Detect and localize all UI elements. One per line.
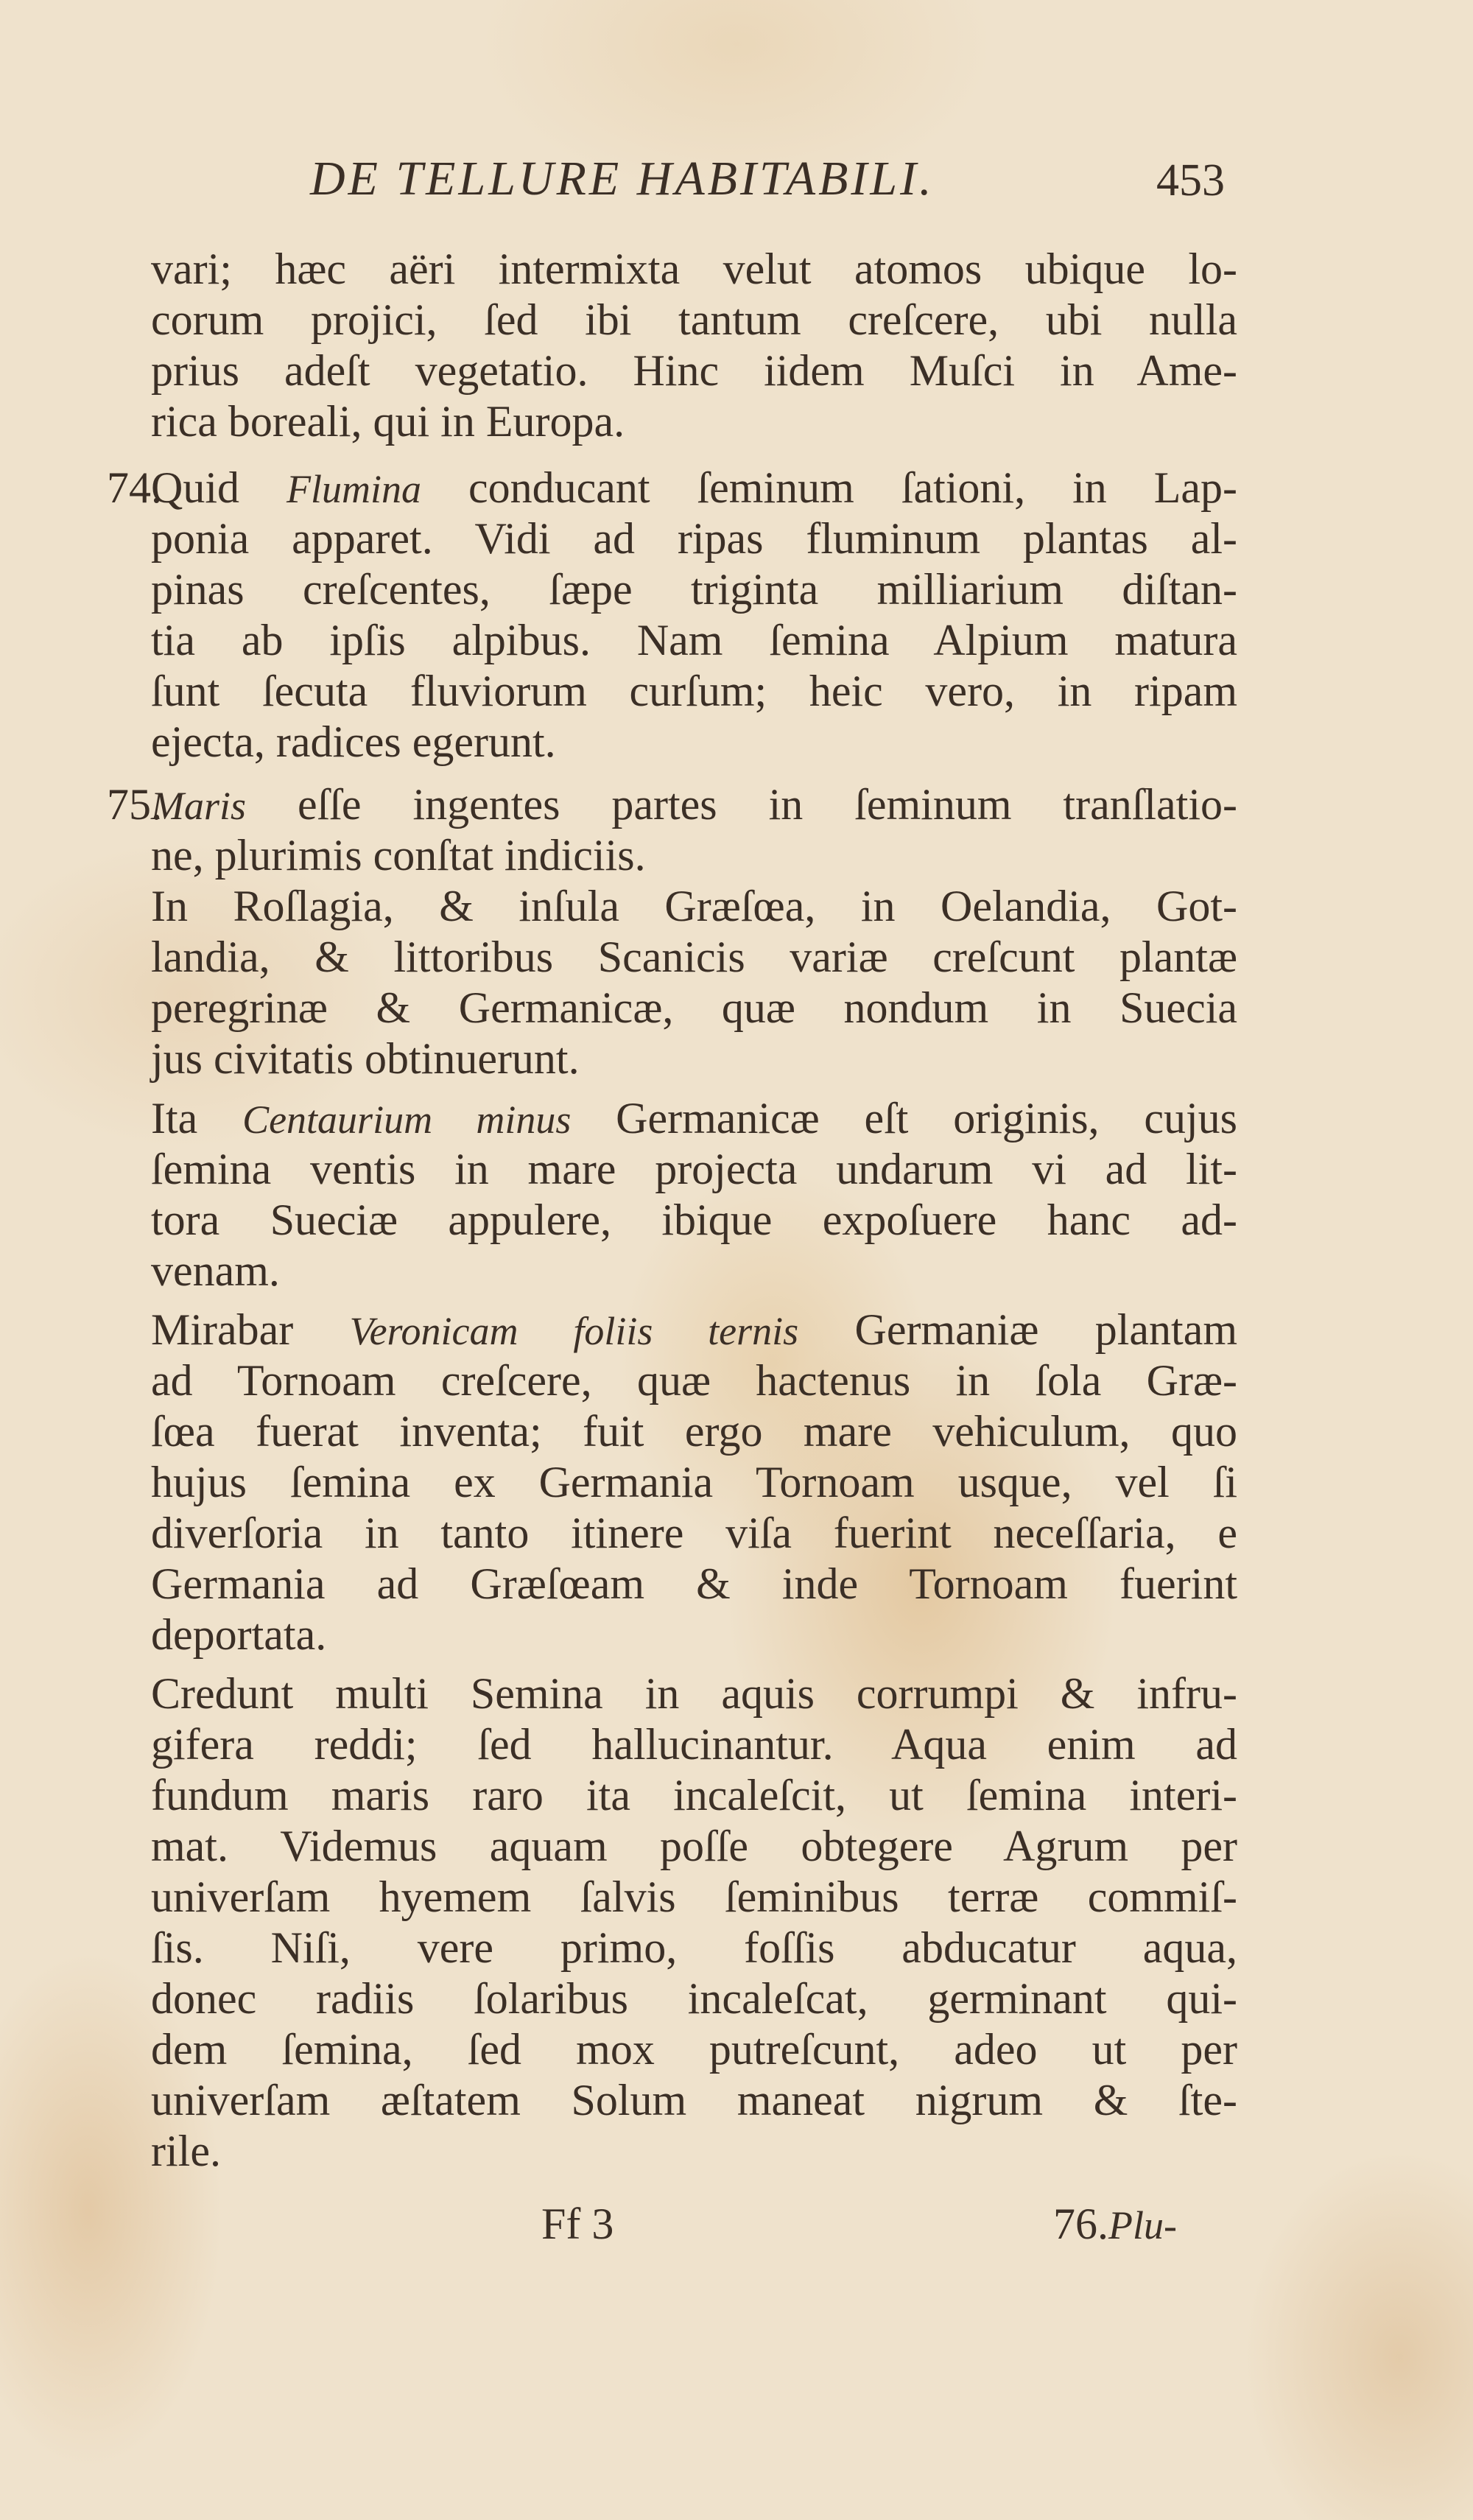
text-line xyxy=(151,615,1237,666)
paragraph xyxy=(151,1305,1237,1660)
signature-mark: Ff 3 xyxy=(541,2200,614,2248)
text-run: pinas creſcentes, ſæpe triginta milliarium diſtan- xyxy=(151,565,1237,614)
text-run: deportata. xyxy=(151,1610,327,1659)
text-run: hujus ſemina ex Germania Tornoam usque, vel ſi xyxy=(151,1458,1237,1506)
text-line xyxy=(151,1872,1237,1923)
text-run: diverſoria in tanto itinere viſa fuerint neceſſaria, e xyxy=(151,1509,1237,1557)
text-run: rica boreali, qui in Europa. xyxy=(151,397,625,446)
text-line xyxy=(151,1457,1237,1508)
text-run: Germaniæ plantam xyxy=(798,1305,1237,1354)
page-body-text xyxy=(107,244,1237,2177)
italic-term: Centaurium minus xyxy=(242,1098,572,1142)
text-line xyxy=(151,1246,1237,1296)
text-line xyxy=(151,1973,1237,2024)
text-line xyxy=(151,2126,1237,2177)
text-run: ſœa fuerat inventa; fuit ergo mare vehiculum, quo xyxy=(151,1407,1237,1456)
text-line xyxy=(151,1406,1237,1457)
text-run: ejecta, radices egerunt. xyxy=(151,717,556,766)
text-run: eſſe ingentes partes in ſeminum tranſlatio- xyxy=(246,780,1237,829)
text-line xyxy=(151,1093,1237,1144)
text-run: donec radiis ſolaribus incaleſcat, germinant qui- xyxy=(151,1974,1237,2023)
text-line xyxy=(151,932,1237,983)
catchword xyxy=(1053,2199,1177,2250)
text-line xyxy=(107,779,1237,830)
italic-term: Maris xyxy=(151,784,247,828)
text-line xyxy=(151,1770,1237,1821)
section-number: 75. xyxy=(107,780,162,829)
text-run: Ita xyxy=(151,1094,243,1143)
text-run: ne, plurimis conſtat indiciis. xyxy=(151,831,646,880)
text-line xyxy=(151,1305,1237,1355)
text-line xyxy=(151,1610,1237,1660)
text-run: fundum maris raro ita incaleſcit, ut ſemina interi- xyxy=(151,1771,1237,1819)
text-line xyxy=(151,1033,1237,1084)
text-run: Credunt multi Semina in aquis corrumpi & infru- xyxy=(151,1669,1237,1718)
text-run: peregrinæ & Germanicæ, quæ nondum in Suecia xyxy=(151,983,1237,1032)
text-run: In Roſlagia, & inſula Græſœa, in Oelandia, Got- xyxy=(151,882,1237,930)
paragraph xyxy=(151,1668,1237,2177)
text-line xyxy=(151,717,1237,768)
text-line xyxy=(151,983,1237,1033)
text-run: ponia apparet. Vidi ad ripas fluminum plantas al- xyxy=(151,514,1237,563)
text-line xyxy=(151,513,1237,564)
text-run: jus civitatis obtinuerunt. xyxy=(151,1034,580,1083)
text-line xyxy=(151,2075,1237,2126)
paragraph xyxy=(151,1093,1237,1296)
text-run: ſunt ſecuta fluviorum curſum; heic vero, in ripam xyxy=(151,667,1237,715)
text-line xyxy=(151,396,1237,447)
text-run: mat. Videmus aquam poſſe obtegere Agrum per xyxy=(151,1822,1237,1870)
text-line xyxy=(151,1668,1237,1719)
text-run: venam. xyxy=(151,1246,280,1295)
paragraph xyxy=(107,463,1237,768)
text-run: ad Tornoam creſcere, quæ hactenus in ſola Græ- xyxy=(151,1356,1237,1405)
text-line xyxy=(151,881,1237,932)
text-line xyxy=(151,244,1237,295)
text-line xyxy=(151,1355,1237,1406)
catchword-number: 76. xyxy=(1053,2200,1108,2248)
paragraph xyxy=(151,244,1237,447)
text-line xyxy=(151,564,1237,615)
text-line xyxy=(151,1144,1237,1195)
italic-term: Veronicam foliis ternis xyxy=(349,1309,799,1353)
text-line xyxy=(151,345,1237,396)
page-number: 453 xyxy=(1156,155,1225,206)
text-run: dem ſemina, ſed mox putreſcunt, adeo ut per xyxy=(151,2025,1237,2074)
text-run: gifera reddi; ſed hallucinantur. Aqua enim ad xyxy=(151,1720,1237,1769)
text-run: Germania ad Græſœam & inde Tornoam fuerint xyxy=(151,1559,1237,1608)
text-run: landia, & littoribus Scanicis variæ creſcunt plantæ xyxy=(151,933,1237,981)
text-line xyxy=(107,463,1237,513)
section-number: 74. xyxy=(107,463,162,512)
text-line xyxy=(151,1508,1237,1559)
text-run: tia ab ipſis alpibus. Nam ſemina Alpium matura xyxy=(151,616,1237,664)
text-line xyxy=(151,2024,1237,2075)
text-run: ſemina ventis in mare projecta undarum vi ad lit- xyxy=(151,1145,1237,1193)
text-line xyxy=(151,1195,1237,1246)
text-line xyxy=(151,295,1237,345)
italic-term: Flumina xyxy=(286,467,421,511)
text-run: conducant ſeminum ſationi, in Lap- xyxy=(421,463,1237,512)
text-run: univerſam hyemem ſalvis ſeminibus terræ commiſ- xyxy=(151,1873,1237,1921)
text-line xyxy=(151,830,1237,881)
text-line xyxy=(151,1923,1237,1973)
paragraph xyxy=(151,881,1237,1084)
text-run: prius adeſt vegetatio. Hinc iidem Muſci in Ame- xyxy=(151,346,1237,395)
text-run: rile. xyxy=(151,2127,221,2175)
text-run: Germanicæ eſt originis, cujus xyxy=(571,1094,1237,1143)
text-line xyxy=(151,1821,1237,1872)
text-run: vari; hæc aëri intermixta velut atomos ubique lo- xyxy=(151,245,1237,293)
running-head-title: DE TELLURE HABITABILI. xyxy=(310,152,935,206)
text-line xyxy=(151,666,1237,717)
text-run: Quid xyxy=(151,463,286,512)
text-line xyxy=(151,1719,1237,1770)
text-run: corum projici, ſed ibi tantum creſcere, ubi nulla xyxy=(151,295,1237,344)
text-line xyxy=(151,1559,1237,1610)
catchword-text: Plu- xyxy=(1108,2203,1177,2247)
text-run: tora Sueciæ appulere, ibique expoſuere hanc ad- xyxy=(151,1196,1237,1244)
text-run: univerſam æſtatem Solum maneat nigrum & ſte- xyxy=(151,2076,1237,2124)
paragraph xyxy=(107,779,1237,881)
text-run: Mirabar xyxy=(151,1305,350,1354)
text-run: ſis. Niſi, vere primo, foſſis abducatur aqua, xyxy=(151,1923,1237,1972)
